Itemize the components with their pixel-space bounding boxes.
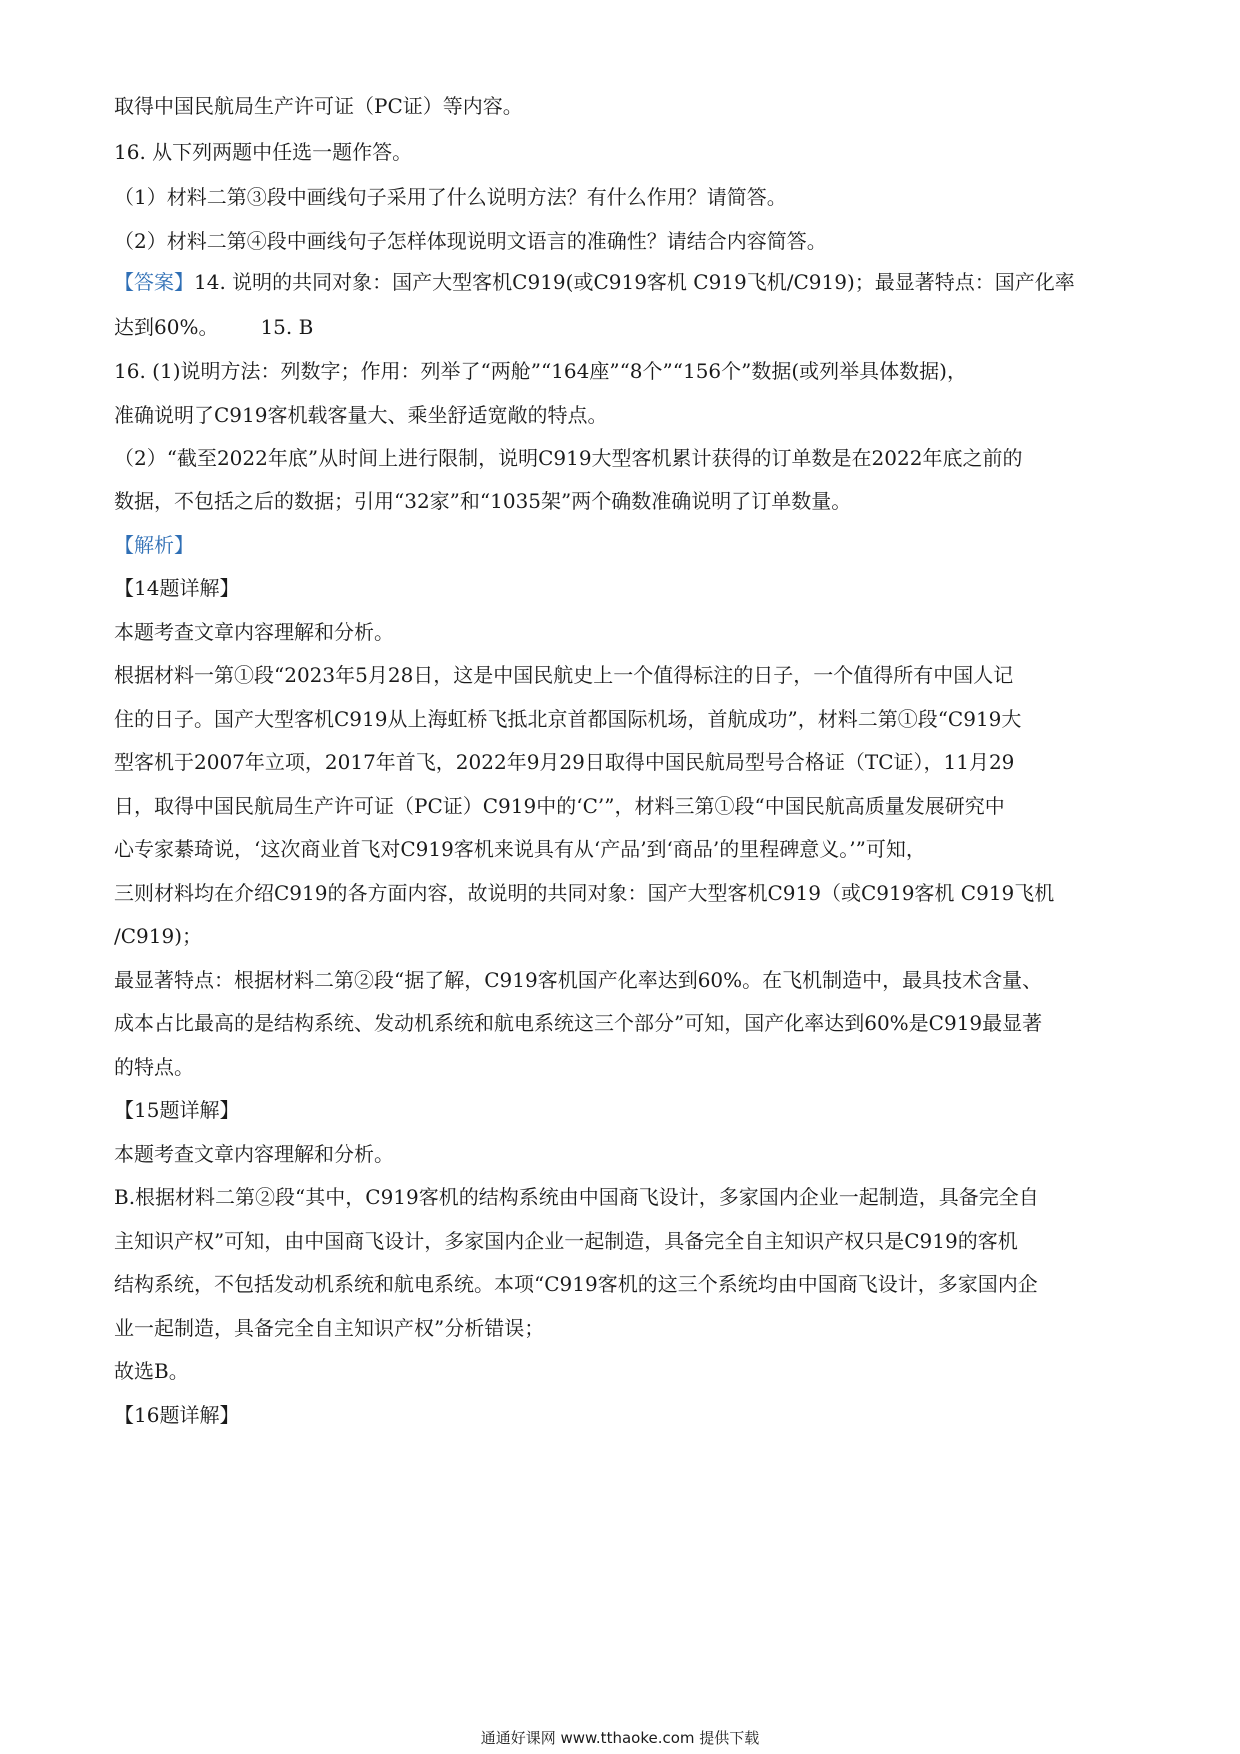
paragraph-line: 故选B。 (114, 1359, 189, 1383)
paragraph-line: 结构系统，不包括发动机系统和航电系统。本项“C919客机的这三个系统均由中国商飞设计，多家国内企 (114, 1272, 1038, 1296)
question-16-option-1: （1）材料二第③段中画线句子采用了什么说明方法？有什么作用？请简答。 (114, 185, 787, 209)
answer-16-part-2: （2）“截至2022年底”从时间上进行限制，说明C919大型客机累计获得的订单数是在2022年底之前的 (114, 446, 1023, 470)
answer-14-end: 达到60%。 (114, 315, 219, 339)
paragraph-line: B.根据材料二第②段“其中，C919客机的结构系统由中国商飞设计，多家国内企业一起制造，具备完全自 (114, 1185, 1039, 1209)
paragraph-line: 三则材料均在介绍C919的各方面内容，故说明的共同对象：国产大型客机C919（或C919客机 C919飞机 (114, 881, 1055, 905)
question-16-option-2: （2）材料二第④段中画线句子怎样体现说明文语言的准确性？请结合内容简答。 (114, 229, 827, 253)
answer-16-part-1: 16. (1)说明方法：列数字；作用：列举了“两舱”“164座”“8个”“156个”数据(或列举具体数据)， (114, 359, 967, 383)
paragraph-line: 准确说明了C919客机载客量大、乘坐舒适宽敞的特点。 (114, 403, 608, 427)
paragraph-line: 最显著特点：根据材料二第②段“据了解，C919客机国产化率达到60%。在飞机制造中，最具技术含量、 (114, 968, 1043, 992)
answer-line-continued (114, 312, 1134, 342)
answer-label: 【答案】 (114, 270, 194, 294)
paragraph-line: 根据材料一第①段“2023年5月28日，这是中国民航史上一个值得标注的日子，一个值得所有中国人记 (114, 663, 1014, 687)
section-heading-16: 【16题详解】 (114, 1403, 240, 1427)
paragraph-line: 数据，不包括之后的数据；引用“32家”和“1035架”两个确数准确说明了订单数量。 (114, 489, 852, 513)
paragraph-line: 心专家綦琦说，‘这次商业首飞对C919客机来说具有从‘产品’到‘商品’的里程碑意义。’”可知， (114, 837, 926, 861)
answer-15: 15. B (260, 315, 314, 339)
paragraph-line: 日，取得中国民航局生产许可证（PC证）C919中的‘C’”，材料三第①段“中国民航高质量发展研究中 (114, 794, 1005, 818)
answer-line (114, 267, 1134, 297)
paragraph-line: 本题考查文章内容理解和分析。 (114, 1142, 394, 1166)
paragraph-line: 取得中国民航局生产许可证（PC证）等内容。 (114, 94, 523, 118)
analysis-label: 【解析】 (114, 533, 194, 557)
paragraph-line: 的特点。 (114, 1055, 194, 1079)
paragraph-line: 主知识产权”可知，由中国商飞设计，多家国内企业一起制造，具备完全自主知识产权只是C919的客机 (114, 1229, 1018, 1253)
paragraph-line: 型客机于2007年立项，2017年首飞，2022年9月29日取得中国民航局型号合格证（TC证），11月29 (114, 750, 1015, 774)
page-footer: 通通好课网 www.tthaoke.com 提供下载 (480, 1729, 760, 1747)
paragraph-line: /C919)； (114, 924, 203, 948)
question-16-heading: 16. 从下列两题中任选一题作答。 (114, 140, 413, 164)
paragraph-line: 住的日子。国产大型客机C919从上海虹桥飞抵北京首都国际机场，首航成功”，材料二第①段“C919大 (114, 707, 1022, 731)
section-heading-14: 【14题详解】 (114, 576, 240, 600)
paragraph-line: 本题考查文章内容理解和分析。 (114, 620, 394, 644)
section-heading-15: 【15题详解】 (114, 1098, 240, 1122)
answer-text: 14. 说明的共同对象：国产大型客机C919(或C919客机 C919飞机/C919)；最显著特点：国产化率 (194, 270, 1075, 294)
paragraph-line: 业一起制造，具备完全自主知识产权”分析错误； (114, 1316, 545, 1340)
paragraph-line: 成本占比最高的是结构系统、发动机系统和航电系统这三个部分”可知，国产化率达到60%是C919最显著 (114, 1011, 1043, 1035)
